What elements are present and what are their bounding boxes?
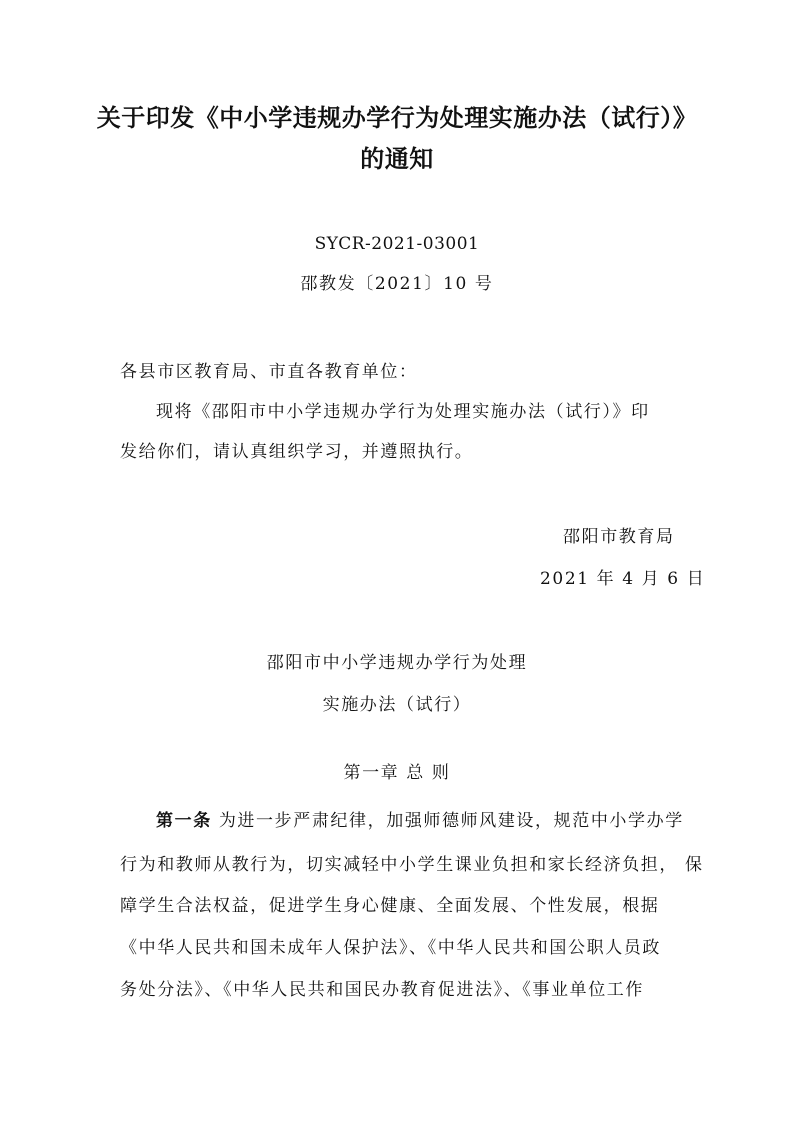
article-line-4: 《中华人民共和国未成年人保护法》、《中华人民共和国公职人员政 [120,938,661,958]
article-line-2: 行为和教师从教行为，切实减轻中小学生课业负担和家长经济负担， 保 [120,855,704,875]
notice-title-line-1: 关于印发《中小学违规办学行为处理实施办法（试行）》 [96,103,698,132]
article-line-3: 障学生合法权益，促进学生身心健康、全面发展、个性发展，根据 [120,896,660,916]
attachment-title-line-2: 实施办法（试行） [322,695,472,715]
article-line-5: 务处分法》、《中华人民共和国民办教育促进法》、《事业单位工作 [120,980,644,1000]
issuer: 邵阳市教育局 [563,527,675,547]
article-line-1 [156,813,684,830]
issue-date: 2021 年 4 月 6 日 [540,569,706,589]
recipients: 各县市区教育局、市直各教育单位： [120,362,418,382]
article-text: 为进一步严肃纪律，加强师德师风建设，规范中小学办学 [218,811,684,831]
notice-title-line-2: 的通知 [360,144,434,173]
notice-body-line-1: 现将《邵阳市中小学违规办学行为处理实施办法（试行）》印 [156,402,650,422]
document-number: 邵教发〔2021〕10 号 [300,274,494,294]
notice-body-line-2: 发给你们，请认真组织学习，并遵照执行。 [120,442,474,462]
attachment-title-line-1: 邵阳市中小学违规办学行为处理 [266,653,528,673]
article-label: 第一条 [156,811,212,831]
chapter-heading: 第一章 总 则 [343,763,451,783]
document-code: SYCR-2021-03001 [314,234,480,254]
